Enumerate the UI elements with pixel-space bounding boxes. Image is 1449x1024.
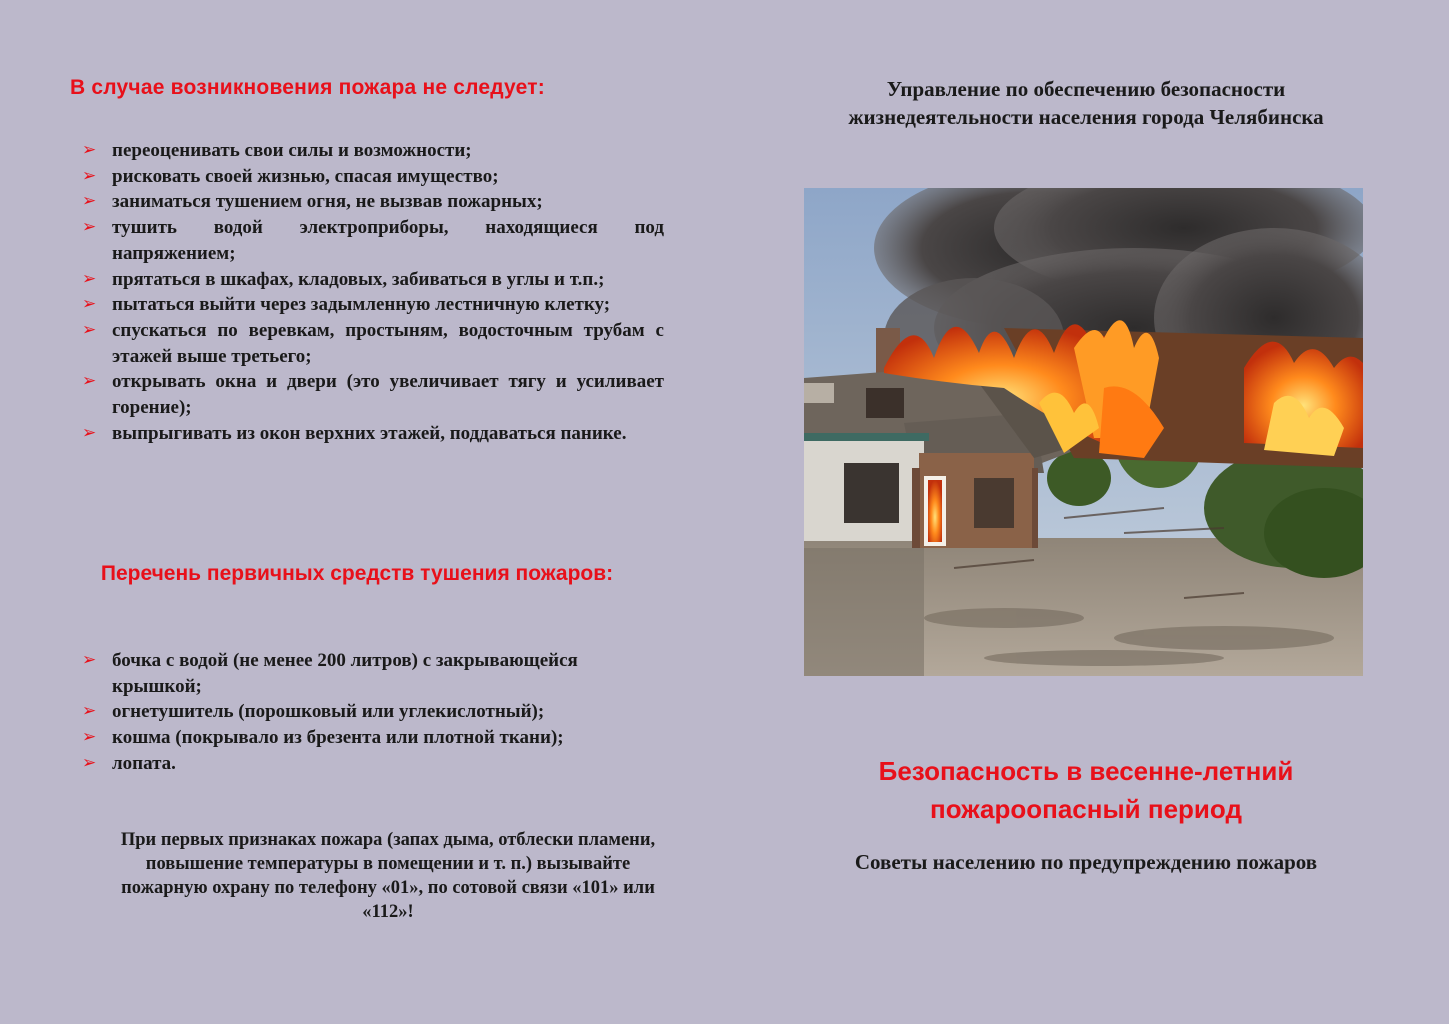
list-item-text: рисковать своей жизнью, спасая имущество;: [112, 165, 499, 187]
list-item-text: заниматься тушением огня, не вызвав пожарных;: [112, 191, 543, 213]
bullet-arrow-icon: ➢: [82, 319, 97, 340]
list-item-text: огнетушитель (порошковый или углекислотный);: [112, 701, 545, 723]
list-item: [82, 189, 664, 215]
bullet-arrow-icon: ➢: [82, 294, 97, 315]
bullet-arrow-icon: ➢: [82, 727, 97, 748]
bullet-arrow-icon: ➢: [82, 371, 97, 392]
bullet-arrow-icon: ➢: [82, 191, 97, 212]
dont-heading: В случае возникновения пожара не следует:: [70, 76, 545, 99]
bullet-arrow-icon: ➢: [82, 701, 97, 722]
bullet-arrow-icon: ➢: [82, 650, 97, 670]
right-panel: [724, 0, 1449, 1024]
list-item-text: открывать окна и двери (это увеличивает тягу и усиливает горение);: [112, 371, 664, 419]
list-item-text: лопата.: [112, 752, 176, 774]
list-item: [82, 215, 664, 266]
list-item: [82, 699, 664, 725]
dont-list: [82, 138, 664, 446]
list-item-text: тушить водой электроприборы, находящиеся под напряжением;: [112, 217, 664, 264]
list-item-text: бочка с водой (не менее 200 литров) с закрывающейся крышкой;: [112, 650, 578, 697]
bullet-arrow-icon: ➢: [82, 268, 97, 289]
means-heading: Перечень первичных средств тушения пожаров:: [100, 562, 614, 585]
list-item: [82, 751, 664, 777]
list-item: [82, 318, 664, 369]
bullet-arrow-icon: ➢: [82, 165, 97, 186]
list-item: [82, 725, 664, 751]
list-item: [82, 292, 664, 318]
list-item-text: выпрыгивать из окон верхних этажей, поддаваться панике.: [112, 422, 627, 444]
organization-title: Управление по обеспечению безопасности жизнедеятельности населения города Челябинска: [848, 77, 1324, 129]
subtitle: Советы населению по предупреждению пожаров: [854, 850, 1318, 874]
emergency-call-note: При первых признаках пожара (запах дыма, отблески пламени, повышение температуры в помещении и т. п.) вызывайте пожарную охрану по телефону «01», по сотовой связи «101» или «112»!: [120, 830, 656, 922]
burning-house-photo: [804, 188, 1363, 676]
list-item-text: прятаться в шкафах, кладовых, забиваться в углы и т.п.;: [112, 268, 605, 290]
list-item-text: пытаться выйти через задымленную лестничную клетку;: [112, 294, 611, 316]
list-item: [82, 648, 664, 699]
bullet-arrow-icon: ➢: [82, 422, 97, 443]
list-item: [82, 369, 664, 420]
list-item: [82, 164, 664, 190]
list-item-text: переоценивать свои силы и возможности;: [112, 140, 472, 161]
list-item-text: кошма (покрывало из брезента или плотной ткани);: [112, 727, 564, 749]
list-item-text: спускаться по веревкам, простыням, водосточным трубам с этажей выше третьего;: [112, 319, 664, 367]
bullet-arrow-icon: ➢: [82, 140, 97, 160]
means-list: [82, 648, 664, 777]
bullet-arrow-icon: ➢: [82, 217, 97, 238]
main-title: Безопасность в весенне-летний пожароопасный период: [878, 756, 1294, 824]
bullet-arrow-icon: ➢: [82, 752, 97, 773]
left-panel: [0, 0, 724, 1024]
list-item: [82, 267, 664, 293]
list-item: [82, 138, 664, 164]
list-item: [82, 421, 664, 447]
